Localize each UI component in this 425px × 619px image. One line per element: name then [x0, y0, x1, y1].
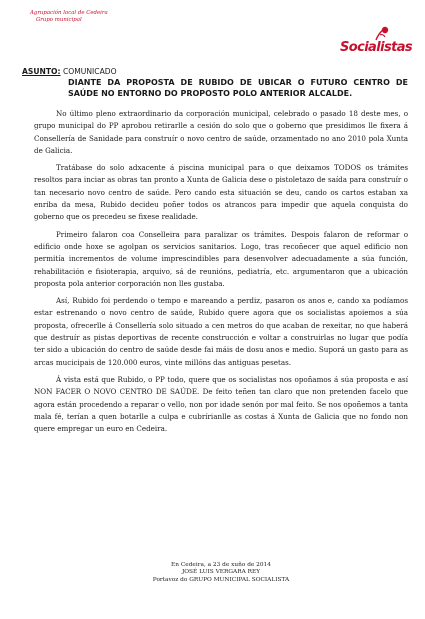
logo-text: Socialistas — [340, 40, 413, 55]
signature-block — [34, 562, 408, 584]
paragraph-2: Tratábase do solo adxacente á piscina municipal para o que deixamos TODOS os trámites resoltos para inciar as obras tan pronto a Xunta de Galicia dese o pistoletazo de saída para construír o tan necesario novo centro de saúde. Pero cando esta situación se deu, cando os cartos estaban xa enriba da mesa, Rubido decideu poñer todos os atrancos para impedir que aquela conquista do goberno que os precedeu se fixese realidade. — [34, 163, 408, 222]
organization-header — [30, 10, 180, 24]
signatory-role: Portavoz do GRUPO MUNICIPAL SOCIALISTA — [152, 576, 290, 583]
headline: DIANTE DA PROPOSTA DE RUBIDO DE UBICAR O FUTURO CENTRO DE SAÚDE NO ENTORNO DO PROPOSTO POLO ANTERIOR ALCALDE. — [68, 78, 408, 98]
paragraph-4: Así, Rubido foi perdendo o tempo e mareando a perdiz, pasaron os anos e, cando xa podíamos estar estrenando o novo centro de saúde, Rubido quere agora que os socialistas apoiemos a súa proposta, ofrecerlle á Consellería solo situado a cen metros do que acaban de rexeitar, no que haberá que destruír as pistas deportivas de recente construcción e voltar a construirlas no lugar que podía ter sido a ubicación do centro de saúde desde fai máis de dosu anos e medio. Suporá un gasto para as arcas mucicipais de 120.000 euros, vinte millóns das antiguas pesetas. — [34, 296, 408, 367]
subject-line — [22, 67, 117, 76]
subject-value: COMUNICADO — [62, 67, 117, 76]
org-subtitle: Grupo municipal — [36, 17, 82, 23]
subject-label: ASUNTO: — [22, 67, 61, 76]
paragraph-1: No último pleno extraordinario da corporación municipal, celebrado o pasado 18 deste mes, o grupo municipal do PP aprobou retirarlle a cesión do solo que o goberno que presidimos lle fixera á Consellería de Sanidade para construír o novo centro de saúde, orzamentado no ano 2010 pola Xunta de Galicia. — [34, 109, 408, 155]
paragraph-5: Á vista está que Rubido, o PP todo, quere que os socialistas nos opoñamos á súa proposta e así NON FACER O NOVO CENTRO DE SAÚDE. De feito teñen tan claro que non pretenden facelo que agora están procedendo a reparar o vello, non por idade senón por mal feito. Se nos opoñemos a tanta mala fé, terían a quen botarlle a culpa e cubrírianlle as costas á Xunta de Galicia que no fondo non quere empregar un euro en Cedeira. — [34, 374, 408, 434]
paragraph-3: Primeiro falaron coa Conselleira para paralizar os trámites. Despois falaron de reformar o edificio onde hoxe se agolpan os servicios sanitarios. Logo, tras recoñecer que aquel edificio non permitía incrementos de volume imprescindibles para desenvolver adecuadamente a súa función, rehabilitación e fisioterapia, arquivo, sá de reunións, pediatría, etc. argumentaron que a ubicación proposta pola anterior corporación non lles gustaba. — [34, 229, 408, 288]
document-body — [34, 108, 408, 440]
signatory-name: JOSÉ LUIS VERGARA REY — [181, 569, 261, 576]
place-date: En Cedeira, a 23 de xuño de 2014 — [171, 562, 271, 568]
socialistas-logo — [340, 26, 412, 62]
org-name: Agrupación local de Cedeira — [30, 10, 108, 16]
